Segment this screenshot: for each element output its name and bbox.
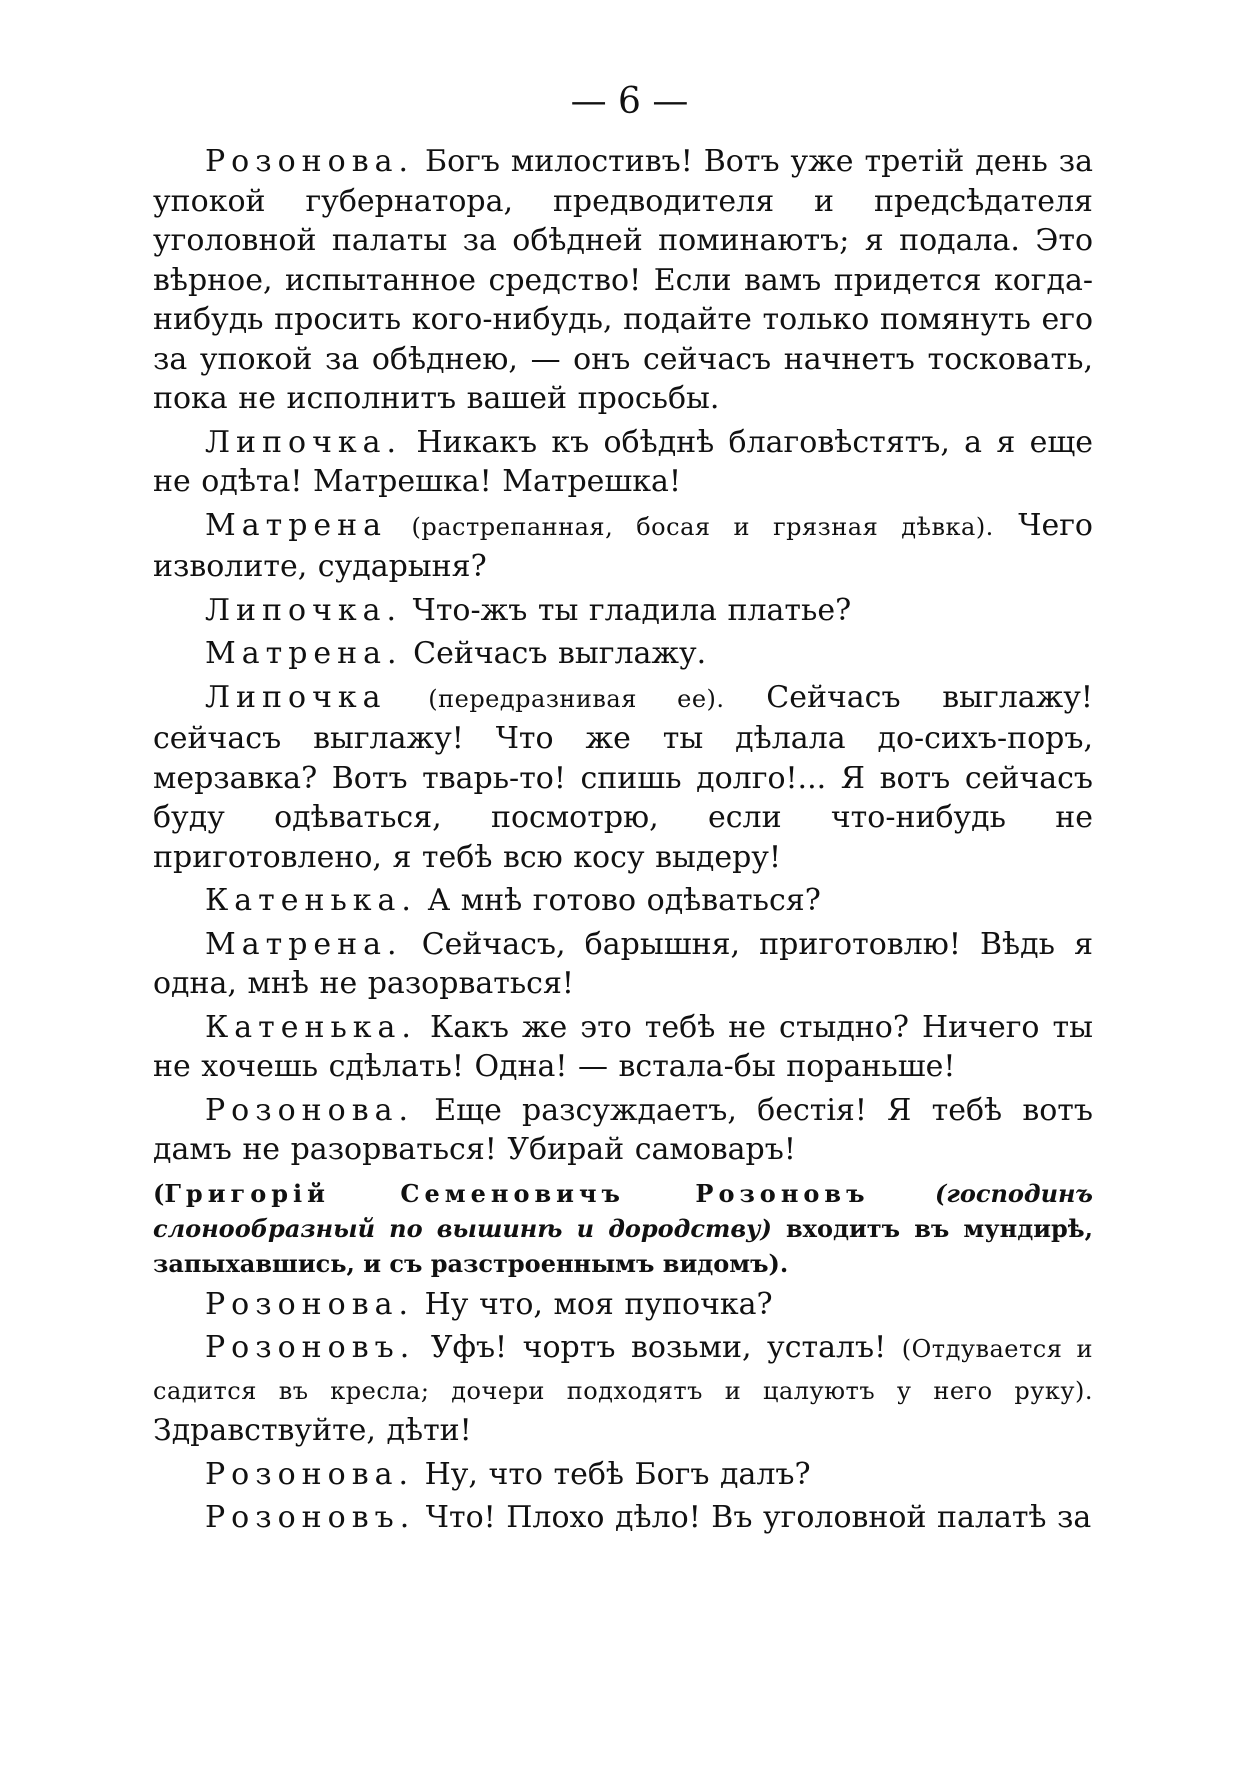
speaker-name: Матрена.	[205, 636, 403, 671]
dialogue-line	[153, 142, 1093, 419]
speaker-name: Розоновъ.	[205, 1330, 416, 1365]
stage-remark: (Отдувается и садится въ кресла; дочери подходятъ и цалуютъ у него руку).	[153, 1335, 1094, 1405]
speaker-name: Розонова.	[205, 1286, 415, 1322]
speaker-name: Матрена.	[205, 926, 403, 962]
stage-text: входитъ въ мундирѣ, запыхавшись, и съ разстроеннымъ видомъ).	[153, 1213, 1094, 1278]
dialogue-line	[153, 881, 1093, 921]
dialogue-line	[153, 1285, 1093, 1325]
speaker-name: Розонова.	[205, 1456, 415, 1492]
dialogue-text: Чего изволите, сударыня?	[153, 507, 1093, 584]
dialogue-line	[153, 423, 1093, 502]
dialogue-line	[153, 1455, 1093, 1495]
page-number: — 6 —	[570, 81, 689, 122]
play-text	[153, 142, 1093, 1538]
dialogue-line	[153, 1498, 1093, 1538]
dialogue-line	[153, 925, 1093, 1004]
dialogue-text: Сейчасъ выглажу! сейчасъ выглажу! Что же ты дѣлала до-сихъ-поръ, мерзавка? Вотъ тварь-то! спишь долго!... Я вотъ сейчасъ буду одѣваться, посмотрю, если что-нибудь не приготовлено, я тебѣ всю косу выдеру!	[153, 679, 1093, 875]
dialogue-text: А мнѣ готово одѣваться?	[427, 883, 821, 918]
speaker-name: Липочка.	[205, 424, 403, 460]
dialogue-line	[153, 1328, 1093, 1451]
dialogue-line	[153, 506, 1093, 587]
stage-italic-remark: (господинъ слонообразный по вышинѣ и дородству)	[153, 1178, 1093, 1243]
stage-remark: (передразнивая ее).	[428, 684, 725, 713]
dialogue-text: Какъ же это тебѣ не стыдно? Ничего ты не хочешь сдѣлать! Одна! — встала-бы пораньше!	[153, 1009, 1093, 1084]
stage-direction	[153, 1176, 1093, 1281]
dialogue-line	[153, 1091, 1093, 1170]
dialogue-text: Что-жъ ты гладила платье?	[412, 592, 852, 628]
dialogue-text: Еще разсуждаетъ, бестія! Я тебѣ вотъ дамъ не разорваться! Убирай самоваръ!	[153, 1092, 1093, 1167]
dialogue-text: Сейчасъ, барышня, приготовлю! Вѣдь я одна, мнѣ не разорваться!	[153, 926, 1093, 1001]
dialogue-text: Что! Плохо дѣло! Въ уголовной палатѣ за	[425, 1500, 1092, 1535]
dialogue-line	[153, 678, 1093, 878]
stage-speaker: Григорій Семеновичъ Розоновъ	[164, 1178, 870, 1208]
dialogue-text: Здравствуйте, дѣти!	[153, 1413, 472, 1448]
stage-remark: (растрепанная, босая и грязная дѣвка).	[411, 512, 994, 541]
speaker-name: Розонова.	[205, 1092, 415, 1128]
dialogue-line	[153, 634, 1093, 674]
speaker-name: Розоновъ.	[205, 1500, 416, 1535]
dialogue-text: Богъ милостивъ! Вотъ уже третій день за упокой губернатора, предводителя и предсѣдателя уголовной палаты за обѣдней поминаютъ; я подала. Это вѣрное, испытанное средство! Если вамъ придется когда-нибудь просить кого-нибудь, подайте только помянуть его за упокой за обѣднею, — онъ сейчасъ начнетъ тосковать, пока не исполнитъ вашей просьбы.	[153, 144, 1093, 416]
dialogue-text: Ну что, моя пупочка?	[424, 1286, 773, 1322]
speaker-name: Матрена	[205, 507, 388, 543]
dialogue-text: Уфъ! чортъ возьми, усталъ!	[430, 1330, 887, 1365]
dialogue-line	[153, 591, 1093, 631]
dialogue-text: Никакъ къ обѣднѣ благовѣстятъ, а я еще не одѣта! Матрешка! Матрешка!	[153, 424, 1093, 499]
speaker-name: Липочка	[205, 679, 387, 715]
dialogue-text: Ну, что тебѣ Богъ далъ?	[424, 1456, 811, 1492]
speaker-name: Липочка.	[205, 592, 403, 628]
stage-open-paren: (	[153, 1178, 165, 1208]
dialogue-text: Сейчасъ выглажу.	[413, 636, 707, 671]
speaker-name: Катенька.	[205, 883, 417, 918]
speaker-name: Розонова.	[205, 144, 415, 179]
dialogue-line	[153, 1008, 1093, 1087]
speaker-name: Катенька.	[205, 1009, 417, 1045]
